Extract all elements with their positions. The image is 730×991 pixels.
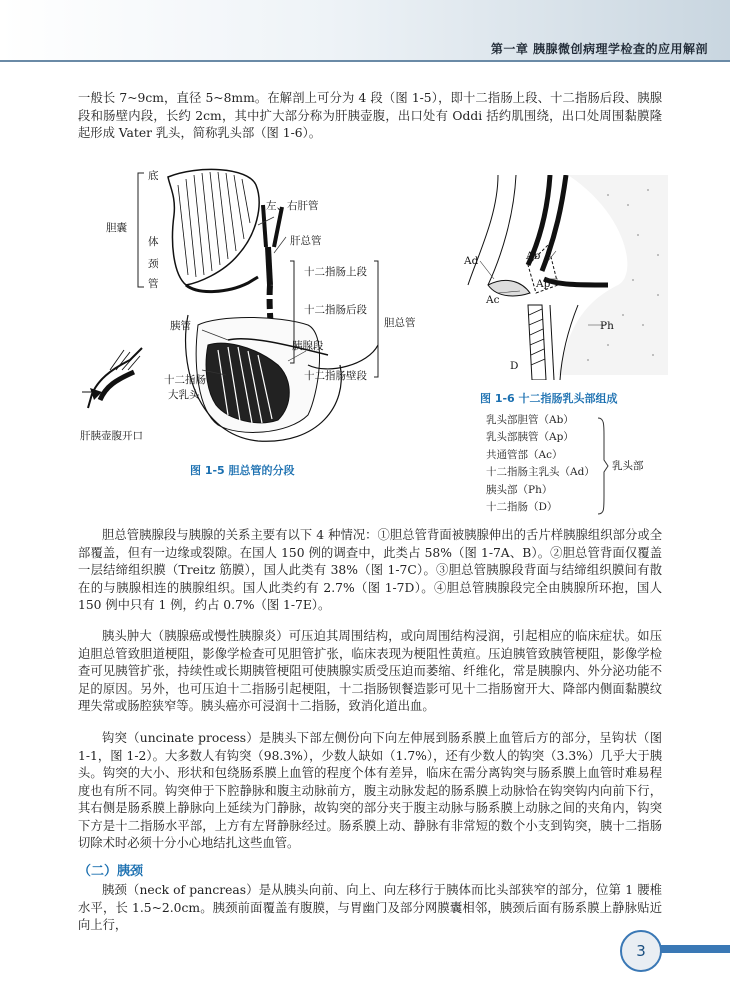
legend-item: 乳头部胰管（Ap） <box>486 431 574 444</box>
legend-item: 十二指肠主乳头（Ad） <box>486 466 595 479</box>
label-cbd: 胆总管 <box>384 317 416 329</box>
gallbladder-shape <box>168 169 259 285</box>
page-number: 3 <box>620 930 662 972</box>
legend-item: 共通管部（Ac） <box>486 448 563 461</box>
label-common-hepatic: 肝总管 <box>290 235 322 247</box>
label-ab: Ab <box>526 250 541 262</box>
figure-1-6-diagram <box>458 175 668 380</box>
page-number-bar <box>656 945 730 953</box>
paragraph-2: 胆总管胰腺段与胰腺的关系主要有以下 4 种情况：①胆总管背面被胰腺伸出的舌片样胰腺组织部分或全部覆盖，但有一边缘或裂隙。在国人 150 例的调查中，此类占 58%（图 1-7A、B）。②胆总管背面仅覆盖一层结缔组织膜（Treitz 筋膜），国人此类有 38%（图 1-7C）。③胆总管胰腺段背面与结缔组织膜间有散在的与胰腺相连的胰腺组织。国人此类约有 2.7%（图 1-7D）。④胆总管胰腺段完全由胰腺所环抱，国人 150 例中只有 1 例，约占 0.7%（图 1-7E）。 <box>78 528 662 612</box>
label-papilla-1: 十二指肠 <box>164 374 206 386</box>
label-body: 体 <box>148 236 159 248</box>
paragraph-4: 钩突（uncinate process）是胰头下部左侧份向下向左伸展到肠系膜上血管后方的部分，呈钩状（图 1-1，图 1-2）。大多数人有钩突（98.3%），少数人缺如（1.7%），还有少数人的钩突（3.3%）几乎大于胰头。钩突的大小、形状和包绕肠系膜上血管的程度个体有差异，临床在需分离钩突与肠系膜上血管时难易程度也有所不同。钩突伸于下腔静脉和腹主动脉前方，腹主动脉发起的肠系膜上动脉恰在钩突钩内向前下行，其右侧是肠系膜上静脉向上延续为门静脉，故钩突的部分夹于腹主动脉与肠系膜上动脉之间的夹角内，钩突下方是十二指肠水平部，上方有左肾静脉经过。肠系膜上动、静脉有非常短的数个小支到钩突，胰十二指肠切除术时必须十分小心地结扎这些血管。 <box>78 731 662 850</box>
legend-bracket <box>596 416 610 516</box>
section-subheading: （二）胰颈 <box>78 864 144 879</box>
label-hepatic-ducts: 左、右肝管 <box>266 200 319 212</box>
figure-1-5-inset <box>80 340 150 420</box>
figure-1-6-caption: 图 1-6 十二指肠乳头部组成 <box>480 392 618 405</box>
label-bottom: 底 <box>148 170 159 182</box>
label-papilla-2: 大乳头 <box>168 389 200 401</box>
label-seg-retro: 十二指肠后段 <box>304 304 367 316</box>
figure-1-6-legend <box>486 412 595 516</box>
chapter-title: 第一章 胰腺微创病理学检查的应用解剖 <box>490 42 708 56</box>
label-seg-upper: 十二指肠上段 <box>304 266 367 278</box>
figure-1-5-caption: 图 1-5 胆总管的分段 <box>190 464 295 477</box>
label-seg-wall: 十二指肠壁段 <box>304 370 367 382</box>
paragraph-5: 胰颈（neck of pancreas）是从胰头向前、向上、向左移行于胰体而比头部狭窄的部分，位第 1 腰椎水平，长 1.5~2.0cm。胰颈前面覆盖有腹膜，与胃幽门及部分网膜囊相邻，胰颈后面有肠系膜上静脉贴近向上行， <box>78 883 662 932</box>
page-header-band <box>0 0 730 62</box>
legend-item: 胰头部（Ph） <box>486 483 553 496</box>
label-ph: Ph <box>600 320 614 332</box>
label-seg-pancreatic: 胰腺段 <box>292 340 324 352</box>
legend-item: 十二指肠（D） <box>486 501 558 514</box>
label-d: D <box>510 360 519 372</box>
label-ad: Ad <box>464 255 479 267</box>
label-duct: 管 <box>148 278 159 290</box>
label-gallbladder: 胆囊 <box>106 222 127 234</box>
paragraph-1: 一般长 7~9cm，直径 5~8mm。在解剖上可分为 4 段（图 1-5），即十二指肠上段、十二指肠后段、胰腺段和肠壁内段，长约 2cm，其中扩大部分称为肝胰壶腹，出口处有 Oddi 括约肌围绕，出口处周围黏膜隆起形成 Vater 乳头，简称乳头部（图 1-6）。 <box>78 91 662 140</box>
label-pancreatic-duct: 胰管 <box>170 320 191 332</box>
header-rule <box>0 60 730 62</box>
label-ap: Ap <box>536 278 551 290</box>
legend-group-label: 乳头部 <box>612 460 644 472</box>
label-ampulla-opening: 肝胰壶腹开口 <box>80 430 143 442</box>
paragraph-3: 胰头肿大（胰腺癌或慢性胰腺炎）可压迫其周围结构，或向周围结构浸润，引起相应的临床症状。如压迫胆总管致胆道梗阻，影像学检查可见胆管扩张，临床表现为梗阻性黄疸。压迫胰管致胰管梗阻，影像学检查可见胰管扩张，持续性或长期胰管梗阻可使胰腺实质受压迫而萎缩、纤维化，常是胰腺内、外分泌功能不足的原因。另外，也可压迫十二指肠引起梗阻，十二指肠钡餐造影可见十二指肠窗开大、降部内侧面黏膜纹理失常或肠腔狭窄等。胰头癌亦可浸润十二指肠，致消化道出血。 <box>78 629 662 713</box>
legend-item: 乳头部胆管（Ab） <box>486 414 574 426</box>
label-neck: 颈 <box>148 258 159 270</box>
label-ac: Ac <box>486 294 500 306</box>
